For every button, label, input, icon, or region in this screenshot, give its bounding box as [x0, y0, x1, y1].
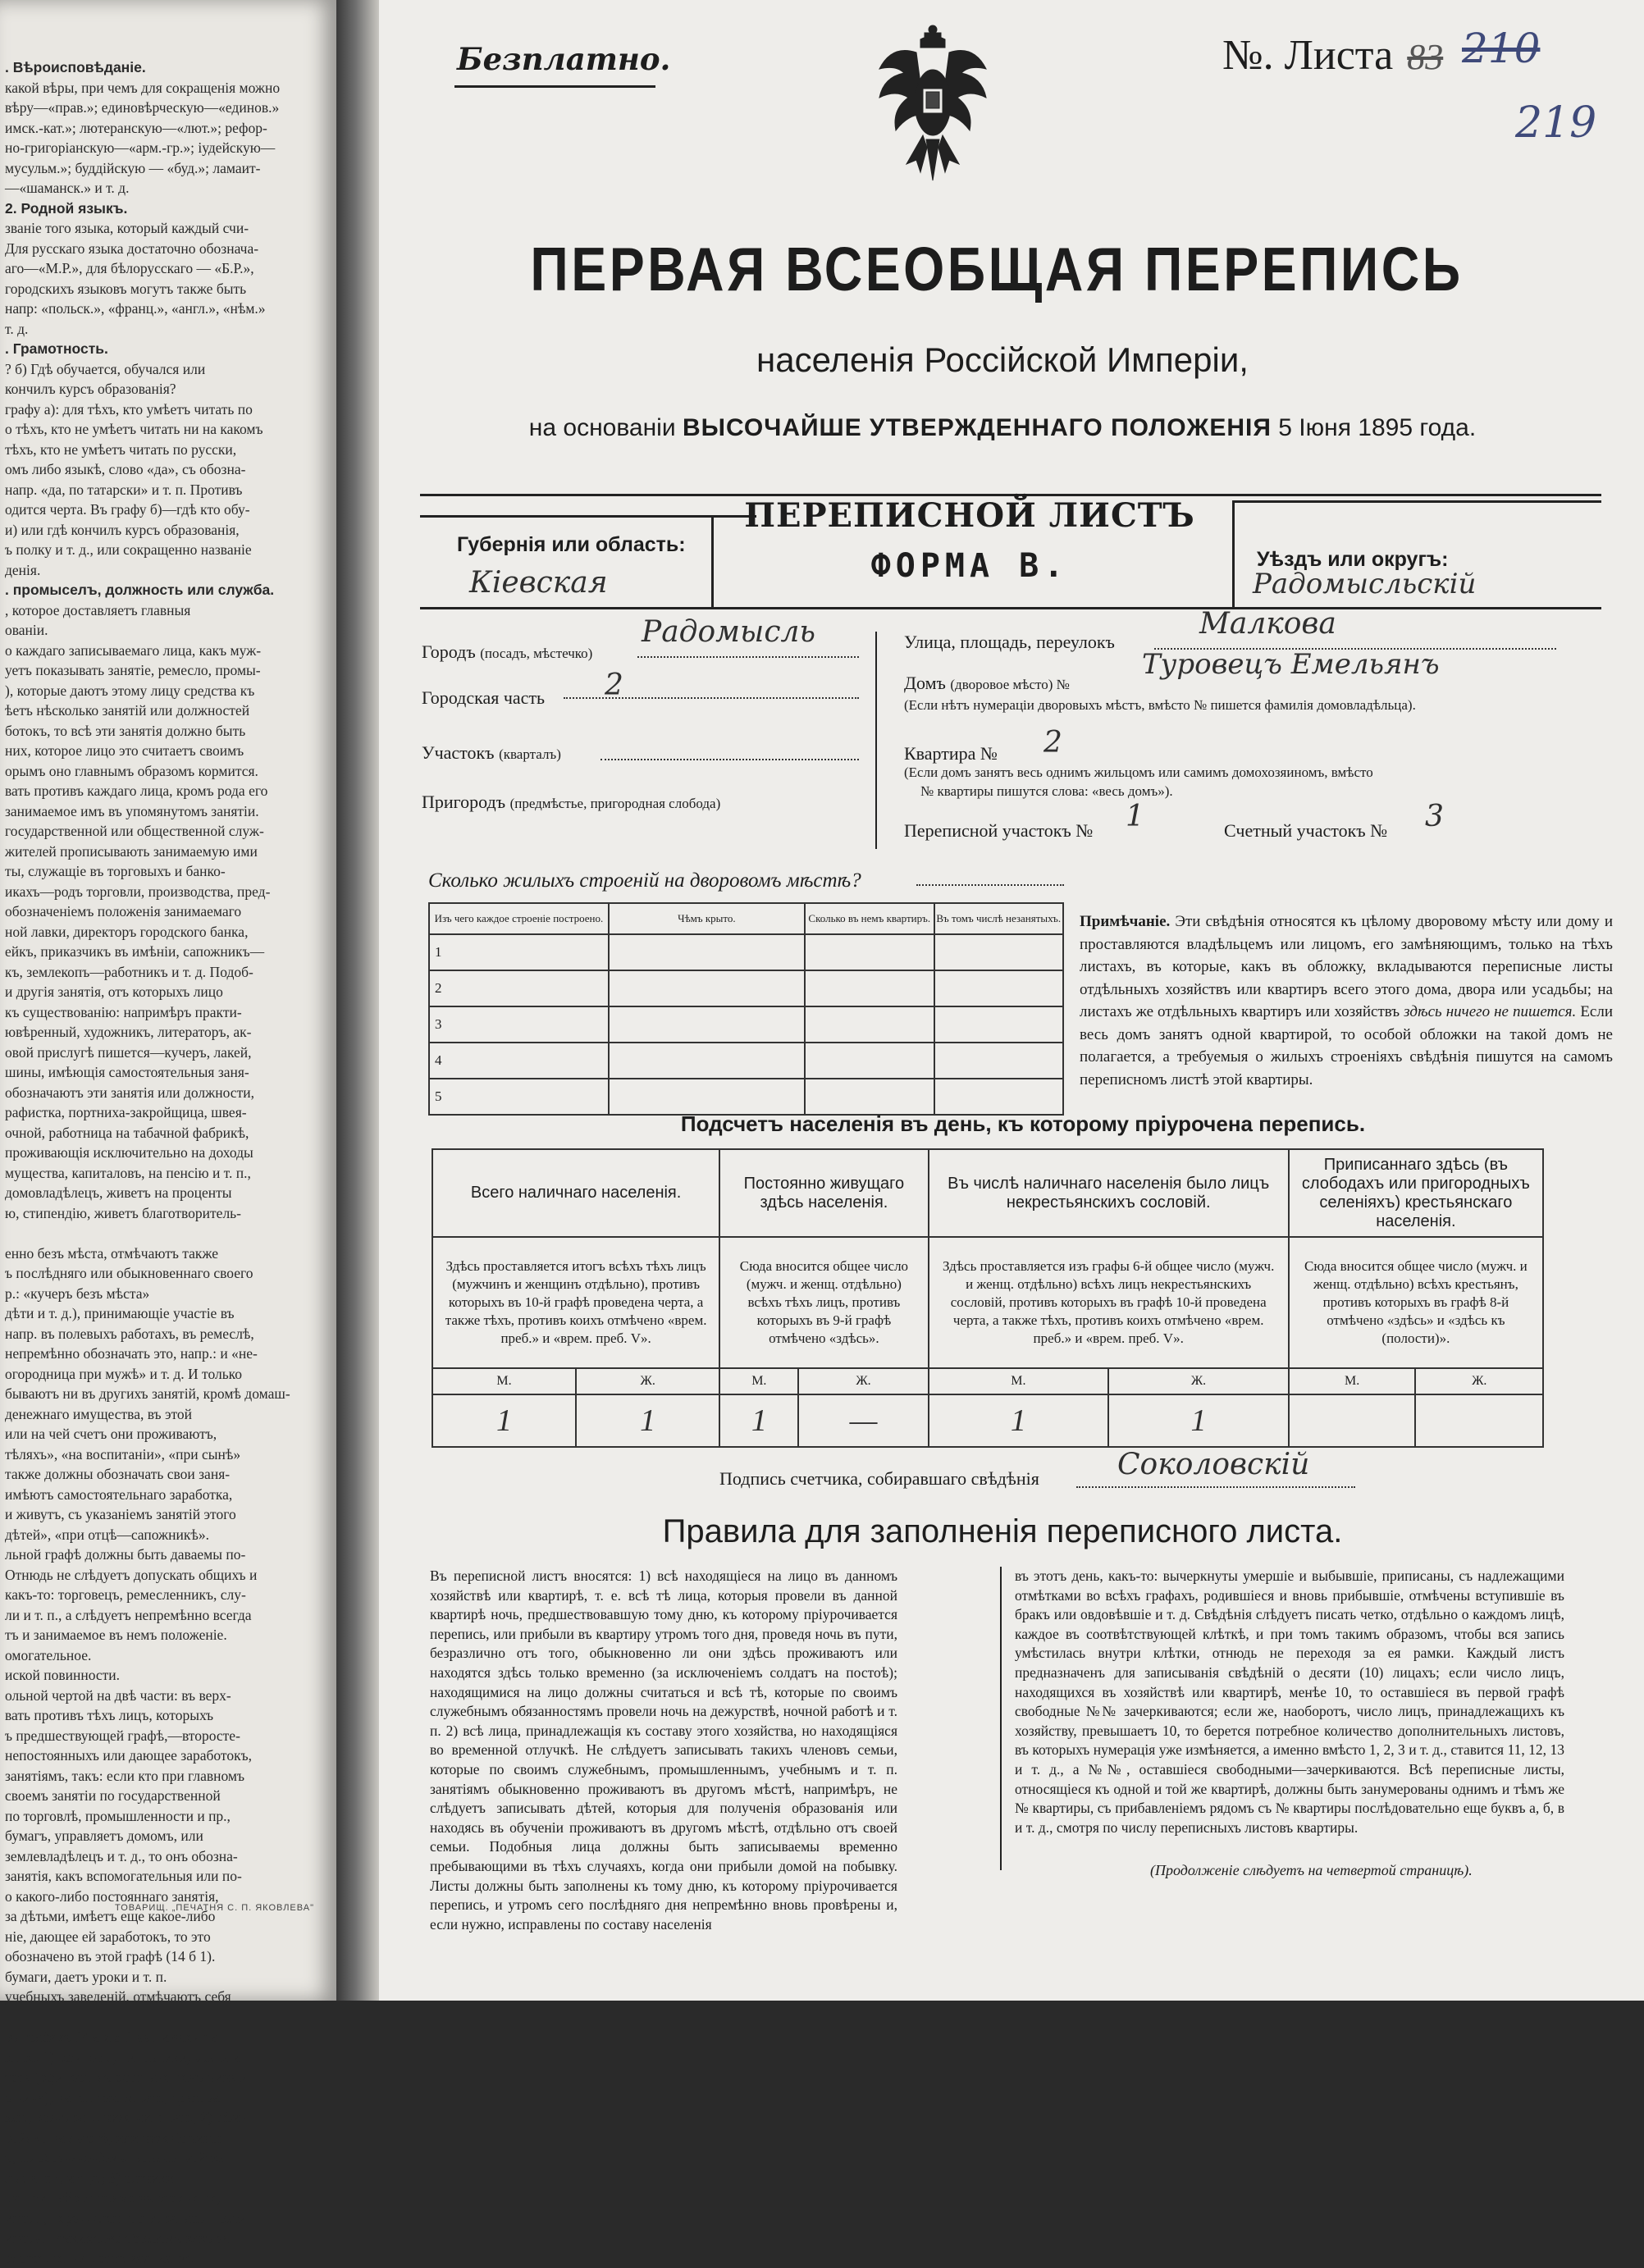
left-page-line: къ существованію: напримѣръ практи- [5, 1002, 327, 1023]
uchastok-field [422, 742, 561, 764]
left-page-line: по торговлѣ, промышленности и пр., [5, 1806, 327, 1827]
header-bottom-rule [420, 607, 1601, 609]
left-page-line: городскихъ языковъ могутъ также быть [5, 279, 327, 299]
left-page-line: ицеры—такимъ же образомъ какъ за- [5, 2228, 327, 2248]
left-page-line: ботокъ, то всѣ эти занятія должно быть [5, 721, 327, 742]
pop-value: — [798, 1394, 928, 1447]
sex-female-label: Ж. [1415, 1368, 1543, 1394]
uezd-box-top [1232, 500, 1601, 503]
left-page-line: ются: 1) офицеры, чиновники, врачи и [5, 2047, 327, 2068]
left-page-line: ты, служащіе въ торговыхъ и банко- [5, 861, 327, 882]
left-page-line: льг. к. ст., и т. д.; 3) ратники [5, 2168, 327, 2188]
left-page-line: очной, работница на табачной фабрикѣ, [5, 1123, 327, 1143]
note-label: Примѣчаніе. [1080, 913, 1170, 930]
left-page-line: своемъ занятіи по государственной [5, 1786, 327, 1806]
flat-label: Квартира № [904, 743, 998, 764]
pop-value: 1 [432, 1394, 576, 1447]
sheet-number-value: 83 [1407, 37, 1443, 77]
left-page-line: государственной или общественной служ- [5, 821, 327, 842]
left-page-line: войскъ на льготѣ, или нижніе чины [5, 2128, 327, 2148]
free-underline [454, 85, 655, 88]
sex-female-label: Ж. [798, 1368, 928, 1394]
census-form-page [379, 0, 1644, 2001]
cell [805, 1043, 934, 1079]
left-page-line: огородница при мужѣ» и т. д. И только [5, 1364, 327, 1385]
left-page-line: къ, землекопъ—работникъ и т. д. Подоб- [5, 962, 327, 983]
buildings-table [428, 902, 1064, 1116]
left-page-line [5, 1223, 327, 1244]
city-field [422, 641, 592, 663]
left-page-line: напр: «польск.», «франц.», «англ.», «нѣм.» [5, 299, 327, 319]
city-underline [637, 656, 859, 658]
left-page-line: ейкъ, приказчикъ въ имѣніи, сапожникъ— [5, 942, 327, 962]
left-page-line: обозначеніемъ положенія занимаемаго [5, 901, 327, 922]
count-unit-value: 3 [1425, 800, 1444, 833]
left-page-line: тѣхъ, кто не умѣетъ читать по русски, [5, 440, 327, 460]
census-subtitle: населенія Россійской Имперіи, [428, 340, 1577, 380]
col-material: Изъ чего каждое строеніе построено. [429, 903, 609, 934]
city-label: Городъ [422, 641, 476, 662]
left-page-line: жителей прописывають занимаемую ими [5, 842, 327, 862]
left-page-line: имѣютъ самостоятельнаго заработка, [5, 1485, 327, 1505]
left-page-line: ювѣренный, художникъ, литераторъ, ак- [5, 1022, 327, 1043]
population-head-row [432, 1149, 1543, 1237]
rules-continued: (Продолженіе слѣдуетъ на четвертой страницѣ). [1150, 1862, 1473, 1879]
population-values-row [432, 1394, 1543, 1447]
basis-main: ВЫСОЧАЙШЕ УТВЕРЖДЕННАГО ПОЛОЖЕНІЯ [683, 414, 1272, 441]
left-page-line: графу а): для тѣхъ, кто умѣетъ читать по [5, 399, 327, 420]
left-page-line: одится черта. Въ графу б)—гдѣ кто обу- [5, 500, 327, 520]
left-page-line: о тѣхъ, кто не умѣетъ читать ни на какомъ [5, 419, 327, 440]
house-value: Туровецъ Емельянъ [1142, 648, 1440, 681]
sex-female-label: Ж. [576, 1368, 719, 1394]
left-page-line: ицеры, перечисленные въ запасъ—рати. [5, 2208, 327, 2229]
sex-male-label: М. [719, 1368, 798, 1394]
left-page-line: рафистка, портниха-закройщица, швея- [5, 1102, 327, 1123]
sheet-number [1222, 31, 1443, 80]
left-page-line: Для русскаго языка достаточно обознача- [5, 239, 327, 259]
sex-female-label: Ж. [1108, 1368, 1289, 1394]
gubernia-value: Кіевская [469, 566, 608, 600]
sheet-heading: ПЕРЕПИСНОЙ ЛИСТЪ [732, 496, 1208, 535]
part-value: 2 [605, 669, 623, 702]
free-label: Безплатно. [457, 41, 670, 77]
left-page-line: тота (офицеры съ обозначеніемъ чина и [5, 2067, 327, 2088]
gubernia-label: Губернія или область: [457, 533, 686, 557]
sex-male-label: М. [929, 1368, 1109, 1394]
pop-value: 1 [1108, 1394, 1289, 1447]
street-label: Улица, площадь, переулокъ [904, 632, 1115, 653]
row-number: 3 [429, 1006, 609, 1043]
col-roof: Чѣмъ крыто. [609, 903, 805, 934]
left-page-line: ъ, съ обозначеніемъ названія войска [5, 2147, 327, 2168]
population-text-row [432, 1237, 1543, 1368]
sex-male-label: М. [432, 1368, 576, 1394]
row-number: 5 [429, 1079, 609, 1115]
col-flats: Сколько въ немъ квартиръ. [805, 903, 934, 934]
buildings-note [1080, 910, 1613, 1091]
handwritten-number-bottom: 219 [1515, 98, 1596, 148]
left-page-line: ольной чертой на двѣ части: въ верх- [5, 1686, 327, 1706]
left-page-line: вать противъ тѣхъ лицъ, которыхъ [5, 1705, 327, 1726]
left-page-line: омъ либо языкѣ, слово «да», съ обозна- [5, 459, 327, 480]
left-page-line: омогательное. [5, 1645, 327, 1666]
left-page-line: занятія, какъ вспомогательныя или по- [5, 1866, 327, 1887]
legal-basis [428, 414, 1577, 442]
basis-prefix: на основаніи [529, 414, 676, 441]
left-page-line: иской повинности. [5, 1665, 327, 1686]
count-unit-label: Счетный участокъ № [1224, 820, 1387, 842]
population-table [432, 1148, 1544, 1448]
left-page-line: какой вѣры, при чемъ для сокращенія можно [5, 78, 327, 98]
pop-col-text-4: Сюда вносится общее число (мужч. и женщ. отдѣльно) всѣхъ крестьянъ, противъ которыхъ въ графѣ 8-й отмѣчено «здѣсь» и «здѣсь къ (полости)». [1289, 1237, 1543, 1368]
table-row [429, 1006, 1063, 1043]
left-page-line: занятіямъ, такъ: если кто при главномъ [5, 1766, 327, 1787]
pop-value: 1 [929, 1394, 1109, 1447]
left-page-line: мущества, капиталовъ, на пенсію и т. п., [5, 1163, 327, 1184]
left-page-line: овой прислугѣ пишется—кучеръ, лакей, [5, 1043, 327, 1063]
cell [609, 1079, 805, 1115]
left-page-line: бываютъ ни въ другихъ занятій, кромѣ домаш- [5, 1384, 327, 1404]
left-page-line: ной лавки, директоръ городского банка, [5, 922, 327, 942]
uchastok-hint: (кварталъ) [499, 746, 561, 762]
table-row [429, 934, 1063, 970]
city-hint: (посадъ, мѣстечко) [480, 646, 592, 661]
left-page-line: . Вѣроисповѣданіе. [5, 57, 327, 78]
left-page-line: аго—«М.Р.», для бѣлорусскаго — «Б.Р.», [5, 258, 327, 279]
pop-value [1415, 1394, 1543, 1447]
cell [805, 970, 934, 1006]
left-page-line: или на чей счетъ они проживаютъ, [5, 1424, 327, 1444]
handwritten-number-top: 210 [1462, 25, 1540, 72]
pop-col-head-4: Приписаннаго здѣсь (въ слободахъ или пригородныхъ селеніяхъ) крестьянскаго населенія. [1289, 1149, 1543, 1237]
city-value: Радомысль [642, 615, 815, 649]
left-page-line: т. д. [5, 319, 327, 340]
left-page-line: 2. Родной языкъ. [5, 199, 327, 219]
left-page-line: въ графахъ 14 а и 5 1 въ нижней ча- [5, 2027, 327, 2047]
house-field [904, 673, 1070, 694]
gubernia-box-top [420, 515, 756, 518]
row-number: 1 [429, 934, 609, 970]
cell [609, 970, 805, 1006]
left-page-line: дѣтей», «при отцѣ—сапожникѣ». [5, 1525, 327, 1545]
left-page-line: о каждаго записываемаго лица, какъ муж- [5, 641, 327, 661]
left-page-line: икахъ—родъ торговли, производства, пред- [5, 882, 327, 902]
table-row [429, 1079, 1063, 1115]
pop-col-text-3: Здѣсь проставляется изъ графы 6-й общее число (мужч. и женщ. отдѣльно) всѣхъ лицъ некрестьянскихъ сословій, противъ которыхъ въ графѣ 10-й проведена черта, а также тѣхъ, противъ коихъ отмѣчено «врем. преб.» и «врем. преб. V». [929, 1237, 1289, 1368]
cell [934, 1079, 1064, 1115]
signature-underline [1076, 1486, 1355, 1488]
left-page-line: уетъ показывать занятіе, ремесло, промы- [5, 660, 327, 681]
rules-title: Правила для заполненія переписного листа. [428, 1513, 1577, 1550]
left-page-line: и другія занятія, отъ которыхъ лицо [5, 982, 327, 1002]
left-page-line: проживающія исключительно на доходы [5, 1143, 327, 1163]
left-page-line: ованіи. [5, 620, 327, 641]
left-page-line: бумагъ, управляетъ домомъ, или [5, 1826, 327, 1846]
pop-col-head-3: Въ числѣ наличнаго населенія было лицъ некрестьянскихъ сословій. [929, 1149, 1289, 1237]
left-page-line: ), которые даютъ этому лицу средства къ [5, 681, 327, 701]
left-page-line: ѣетъ нѣсколько занятій или должностей [5, 700, 327, 721]
population-title: Подсчетъ населенія въ день, къ которому пріурочена перепись. [428, 1111, 1618, 1137]
table-row [429, 1043, 1063, 1079]
cell [934, 934, 1064, 970]
left-page-line: ніе, дающее ей заработокъ, то это [5, 1927, 327, 1947]
left-page-line: ю, стипендію, живетъ благотворитель- [5, 1203, 327, 1224]
left-page-line: денія. [5, 560, 327, 581]
address-divider [875, 632, 877, 849]
left-page-line: занимаемое имъ въ упомянутомъ занятіи. [5, 801, 327, 822]
house-hint: (дворовое мѣсто) № [950, 677, 1070, 692]
cell [609, 1043, 805, 1079]
buildings-underline [916, 884, 1064, 886]
left-page-line: бумаги, даетъ уроки и т. п. [5, 1967, 327, 1987]
left-page-line: и живутъ, съ указаніемъ занятій этого [5, 1504, 327, 1525]
left-page-line: ъ послѣдняго или обыкновеннаго своего [5, 1263, 327, 1284]
left-page-line: домовладѣлецъ, живетъ на проценты [5, 1183, 327, 1203]
cell [934, 1043, 1064, 1079]
suburb-label: Пригородъ [422, 792, 505, 812]
left-page-line: тъ и занимаемое въ немъ положеніе. [5, 1625, 327, 1645]
uchastok-label: Участокъ [422, 742, 495, 763]
cell [934, 970, 1064, 1006]
left-page-line: напр. «да, по татарски» и т. п. Противъ [5, 480, 327, 500]
house-note: (Если нѣтъ нумераціи дворовыхъ мѣстъ, вмѣсто № пишется фамилія домовладѣльца). [904, 697, 1416, 714]
flat-value: 2 [1043, 726, 1062, 760]
suburb-field [422, 792, 720, 813]
flat-note-2: № квартиры пишутся слова: «весь домъ»). [920, 783, 1173, 800]
rules-column-left: Въ переписной листъ вносятся: 1) всѣ находящіеся на лицо въ данномъ хозяйствѣ или квартирѣ, т. е. всѣ тѣ лица, которыя провели въ данной квартирѣ ночь, предшествовавшую тому дню, къ которому пріурочивается перепись, или прибыли въ квартиру утромъ того дня, проведя ночь въ пути, безразлично отъ того, обыкновенно ли они здѣсь проживаютъ или находятся здѣсь только временно (за исключеніемъ солдатъ на постоѣ); находящимися на лицо должны считаться и всѣ тѣ, которые по своимъ служебнымъ обязанностямъ провели ночь на дежурствѣ, ночной работѣ и т. п. 2) всѣ лица, принадлежащія къ составу этого хозяйства, но находящіяся во временной отлучкѣ. Не слѣдуетъ записывать такихъ членовъ семьи, которые по своимъ служебнымъ, промышленнымъ, учебнымъ и т. п. занятіямъ обыкновенно проживаютъ въ другомъ мѣстѣ, напримѣръ, не слѣдуетъ записывать дѣтей, которыя для полученія образованія или находясь въ обученіи проживаютъ въ другомъ мѣстѣ, отдѣльно отъ своей семьи. Подобныя лица должны быть записываемы временно пребывающими въ тѣхъ случаяхъ, когда они прибыли домой на побывку. Листы должны быть заполнены къ тому дню, къ которому пріурочивается перепись, и утромъ сего послѣдняго дня непремѣнно вновь провѣрены и, если нужно, исправлены по составу населенія [430, 1567, 897, 1934]
left-page-line: вать противъ каждаго лица, кромъ рода его [5, 781, 327, 801]
left-page-line [5, 2007, 327, 2028]
left-page-line: кончилъ курсъ образованія? [5, 379, 327, 399]
left-page-line: дѣти и т. д.), принимающіе участіе въ [5, 1303, 327, 1324]
left-page-text [5, 57, 327, 2268]
flat-note-1: (Если домъ занятъ весь однимъ жильцомъ или самимъ домохозяиномъ, вмѣсто [904, 764, 1373, 781]
left-page-line: званіе того языка, который каждый счи- [5, 218, 327, 239]
left-page-line: . Грамотность. [5, 339, 327, 359]
street-value: Малкова [1199, 607, 1336, 641]
left-page-line: обозначаютъ эти занятія или должности, [5, 1083, 327, 1103]
part-label: Городская часть [422, 687, 545, 709]
sex-male-label: М. [1289, 1368, 1416, 1394]
left-page-line: р: отст. ген.-л., отст. кол. капит. [5, 2248, 327, 2268]
left-page-line: какъ-то: торговецъ, ремесленникъ, слу- [5, 1585, 327, 1605]
left-page-line: зап., врачъ зап., ниж. чинъ зап.; 2) офи- [5, 2107, 327, 2128]
left-page-line: землевладѣлецъ и т. д., то онъ обозна- [5, 1846, 327, 1867]
left-page-line: шины, имѣющія самостоятельныя заня- [5, 1062, 327, 1083]
uezd-value: Радомысльскій [1253, 568, 1476, 600]
buildings-question: Сколько жилыхъ строеній на дворовомъ мѣстѣ? [428, 869, 861, 892]
left-page-line: обозначено въ этой графѣ (14 б 1). [5, 1946, 327, 1967]
row-number: 2 [429, 970, 609, 1006]
left-page-line: Отнюдь не слѣдуетъ допускать общихъ и [5, 1565, 327, 1586]
suburb-hint: (предмѣстье, пригородная слобода) [510, 796, 721, 811]
pop-value [1289, 1394, 1416, 1447]
pop-col-text-2: Сюда вносится общее число (мужч. и женщ. отдѣльно) всѣхъ тѣхъ лицъ, противъ которыхъ въ 9-й графѣ отмѣчено «здѣсь». [719, 1237, 928, 1368]
left-page-line: ъ полку и т. д., или сокращенно названіе [5, 540, 327, 560]
note-text-1: Эти свѣдѣнія относятся къ цѣлому дворовому мѣсту или дому и проставляются владѣльцемъ или лицомъ, его замѣняющимъ, только на тѣхъ листахъ, въ которые, какъ въ обложку, вкладываются переписные листы отдѣльныхъ хозяйствъ или квартиръ всего этого дома, двора или усадьбы; на листахъ же отдѣльныхъ квартиръ или хозяйствъ [1080, 913, 1613, 1020]
uezd-box-side [1232, 500, 1235, 607]
cell [805, 934, 934, 970]
form-name: ФОРМА В. [732, 547, 1208, 585]
left-page-line: непостоянныхъ или дающее заработокъ, [5, 1745, 327, 1766]
left-page-line: орымъ оно главнымъ образомъ кормится. [5, 761, 327, 782]
left-page-line: денежнаго имущества, въ этой [5, 1404, 327, 1425]
left-page-line: , которое доставляетъ главныя [5, 600, 327, 621]
left-page-line: них, которое лицо это считаетъ своимъ [5, 741, 327, 761]
uchastok-underline [601, 759, 859, 760]
left-page-line: вѣру—«прав.»; единовѣрческую—«единов.» [5, 98, 327, 118]
left-page-line: р.: «кучеръ безъ мѣста» [5, 1284, 327, 1304]
signature-label: Подпись счетчика, собиравшаго свѣдѣнія [719, 1468, 1039, 1489]
left-page-line: льной графѣ должны быть даваемы по- [5, 1545, 327, 1565]
left-page-line: енно безъ мѣста, отмѣчаютъ также [5, 1244, 327, 1264]
note-text-italic: здѣсь ничего не пишется. [1404, 1003, 1576, 1020]
gubernia-box-side [711, 515, 714, 607]
left-page-line: —«шаманск.» и т. д. [5, 178, 327, 199]
left-page-line: непремѣнно обозначать это, напр.: и «не- [5, 1344, 327, 1364]
part-underline [564, 697, 859, 699]
left-page-line: ли и т. п., а слѣдуетъ непремѣнно всегда [5, 1605, 327, 1626]
left-page-line: о какого-либо постояннаго занятія, [5, 1887, 327, 1907]
left-page-line: напр. въ полевыхъ работахъ, въ ремеслѣ, [5, 1324, 327, 1344]
census-title: ПЕРВАЯ ВСЕОБЩАЯ ПЕРЕПИСЬ [521, 234, 1473, 304]
pop-col-text-1: Здѣсь проставляется итогъ всѣхъ тѣхъ лицъ (мужчинъ и женщинъ отдѣльно), противъ которыхъ въ 10-й графѣ проведена черта, а также тѣхъ, противъ коихъ отмѣчено «врем. преб.» и «врем. преб. V». [432, 1237, 719, 1368]
pop-value: 1 [576, 1394, 719, 1447]
printer-imprint: ТОВАРИЩ. „ПЕЧАТНЯ С. П. ЯКОВЛЕВА" [115, 1903, 314, 1913]
table-row [429, 970, 1063, 1006]
col-vacant: Въ томъ числѣ незанятыхъ. [934, 903, 1064, 934]
census-unit-value: 1 [1126, 800, 1144, 833]
rules-divider [1000, 1567, 1002, 1870]
left-page-line: имск.-кат.»; лютеранскую—«лют.»; рефор- [5, 118, 327, 139]
cell [805, 1006, 934, 1043]
buildings-header-row [429, 903, 1063, 934]
left-page-line: и) или гдѣ кончилъ курсъ образованія, [5, 520, 327, 541]
left-page-line: ые при наборѣ прямо въ ополченіе, [5, 2188, 327, 2208]
signature-value: Соколовскій [1117, 1448, 1309, 1481]
left-page-line: о чина), напр.: ген.-м. зап., прап. зап. [5, 2088, 327, 2108]
census-unit-label: Переписной участокъ № [904, 820, 1093, 842]
left-page-line: тѣляхъ», «на воспитаніи», «при сынѣ» [5, 1444, 327, 1465]
left-page-line: ? б) Гдѣ обучается, обучался или [5, 359, 327, 380]
cell [805, 1079, 934, 1115]
left-facing-page [0, 0, 336, 2001]
book-binding [336, 0, 379, 2001]
pop-value: 1 [719, 1394, 798, 1447]
sheet-number-label: №. Листа [1222, 32, 1393, 79]
left-page-line: также должны обозначать свои заня- [5, 1464, 327, 1485]
left-page-line: . промыселъ, должность или служба. [5, 580, 327, 600]
population-sex-row [432, 1368, 1543, 1394]
rules-column-right: въ этотъ день, какъ-то: вычеркнуты умершіе и выбывшіе, приписаны, съ надлежащими отмѣтками во всѣхъ графахъ, родившіеся и вновь прибывшіе, отмѣчены вступившіе въ бракъ или овдовѣвшіе и т. д. Свѣдѣнія слѣдуетъ писать четко, отдѣльно о каждомъ лицѣ, каждое въ соотвѣтствующей клѣткѣ, и при томъ такимъ образомъ, чтобы вся запись умѣстилась внутри клѣтки, отнюдь не переходя за ея рамки. Каждый листъ предназначенъ для записыванія свѣдѣній о десяти (10) лицахъ; если число лицъ, находящихся въ хозяйствѣ или квартирѣ, менѣе 10, то оставшіеся въ первой графѣ свободные №№ зачеркиваются; если же, наоборотъ, число лицъ, принадлежащихъ къ хозяйству, превышаетъ 10, то берется потребное количество дополнительныхъ листовъ, въ которыхъ нумерація уже измѣняется, а именно вмѣсто 1, 2, 3 и т. д., ставится 11, 12, 13 и т. д., а №№, оставшіеся свободными—зачеркиваются. Всѣ переписные листы, относящіеся къ одной и той же квартирѣ, должны быть занумерованы однимъ и тѣмъ же № квартиры, съ прибавленіемъ рядомъ съ № квартиры послѣдовательно еще буквъ а, б, в и т. д., смотря по числу переписныхъ листовъ квартиры. [1015, 1567, 1564, 1837]
imperial-eagle-emblem [875, 25, 990, 197]
house-label: Домъ [904, 673, 946, 693]
cell [934, 1006, 1064, 1043]
left-page-line: учебныхъ заведеній, отмѣчаютъ себя [5, 1987, 327, 2007]
left-page-line: мусульм.»; буддійскую — «буд.»; ламаит- [5, 158, 327, 179]
pop-col-head-1: Всего наличнаго населенія. [432, 1149, 719, 1237]
left-page-line: но-григоріанскую—«арм.-гр.»; іудейскую— [5, 138, 327, 158]
note-text-2: Если весь домъ занятъ одной квартирой, то особой обложки на такой домъ не полагается, а требуемыя о жилыхъ строеніяхъ свѣдѣнія пишутся на самомъ переписномъ листѣ этой квартиры. [1080, 1003, 1613, 1088]
basis-date: 5 Іюня 1895 года. [1278, 414, 1476, 441]
cell [609, 934, 805, 970]
enumerator-signature [719, 1468, 1039, 1490]
left-page-line: ъ предшествующей графѣ,—второсте- [5, 1726, 327, 1746]
uezd-label: Уѣздъ или округъ: [1257, 548, 1448, 572]
row-number: 4 [429, 1043, 609, 1079]
cell [609, 1006, 805, 1043]
pop-col-head-2: Постоянно живущаго здѣсь населенія. [719, 1149, 928, 1237]
left-page-line: за дѣтьми, имѣетъ еще какое-либо [5, 1906, 327, 1927]
